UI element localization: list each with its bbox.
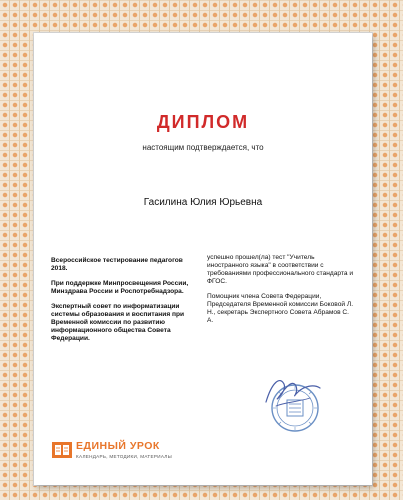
left-column — [51, 257, 201, 350]
logo-tagline: КАЛЕНДАРЬ, МЕТОДИКИ, МАТЕРИАЛЫ — [76, 454, 172, 459]
signature-icon — [262, 372, 322, 410]
signatories-text: Помощник члена Совета Федерации, Председателя Временной комиссии Боковой Л. Н., секретарь Экспертного Совета Абрамов С. А. — [207, 293, 354, 324]
book-icon — [52, 442, 72, 458]
event-text: Всероссийское тестирование педагогов 2018. — [51, 257, 183, 272]
council-text: Экспертный совет по информатизации системы образования и воспитания при Временной комиссии по развитию информационного общества Совета Федерации. — [51, 303, 185, 342]
diploma-sheet — [34, 33, 372, 485]
logo-name: ЕДИНЫЙ УРОК — [76, 440, 160, 452]
edinyi-urok-logo — [52, 440, 212, 470]
support-text: При поддержке Минпросвещения России, Минздрава России и Роспотребнадзора. — [51, 280, 189, 295]
right-column — [207, 254, 357, 332]
diploma-title: ДИПЛОМ — [156, 112, 250, 132]
recipient-name: Гасилина Юлия Юрьевна — [143, 197, 263, 208]
test-result-text: успешно прошел(ла) тест "Учитель иностранного языка" в соответствии с требованиями профессионального стандарта и ФГОС. — [207, 254, 354, 285]
diploma-subtitle: настоящим подтверждается, что — [142, 143, 264, 152]
